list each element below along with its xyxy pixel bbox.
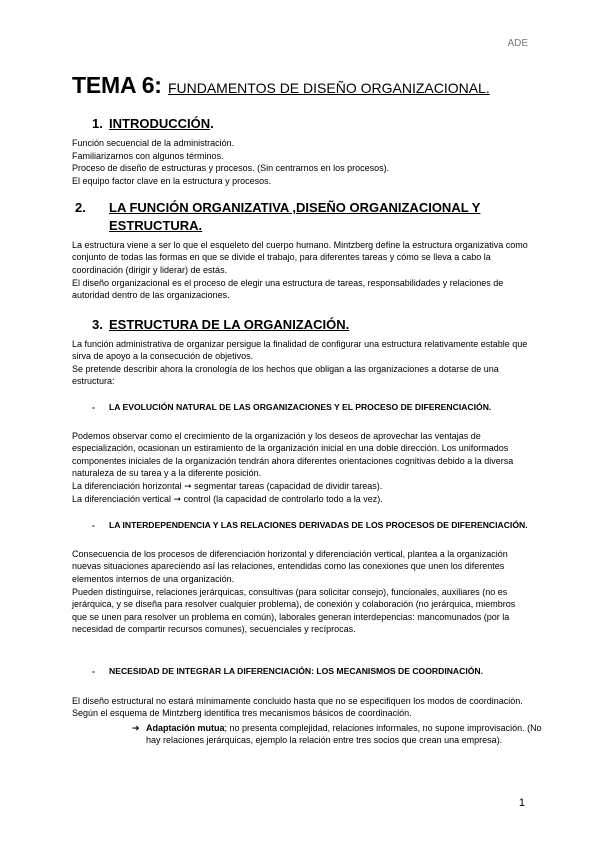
paragraph: Función secuencial de la administración. xyxy=(72,138,235,148)
page-header: ADE xyxy=(507,38,528,49)
paragraph: Proceso de diseño de estructuras y procesos. (Sin centrarnos en los procesos). xyxy=(72,163,390,173)
bullet-term: Adaptación mutua xyxy=(146,723,225,733)
paragraph: La diferenciación horizontal ➞ segmentar tareas (capacidad de dividir tareas). xyxy=(72,481,383,491)
arrow-icon: ➔ xyxy=(132,723,140,733)
paragraph: La función administrativa de organizar persigue la finalidad de configurar una estructura relativamente estable que sirva de apoyo a la consecución de objetivos. xyxy=(72,339,528,362)
section-2-heading: 2. LA FUNCIÓN ORGANIZATIVA ,DISEÑO ORGANIZACIONAL Y ESTRUCTURA. xyxy=(75,200,481,233)
page-title xyxy=(72,72,542,99)
paragraph: La diferenciación vertical ➞ control (la capacidad de controlarlo todo a la vez). xyxy=(72,493,383,504)
title-subtitle: FUNDAMENTOS DE DISEÑO ORGANIZACIONAL. xyxy=(167,80,490,96)
paragraph: Pueden distinguirse, relaciones jerárquicas, consultivas (para solicitar consejo), funcionales, auxiliares (no es jerárquica, y se diseña para resolver cualquier problema), de conexión y colaboración (no jerárquica, miembros que se unen para resolver un problema en común), laborales generan interdepencias: mancomunados (por la necesidad de compartir recursos comunes), secuenciales y recíprocas. xyxy=(72,587,516,635)
paragraph: La estructura viene a ser lo que el esqueleto del cuerpo humano. Mintzberg define la estructura organizativa como conjunto de todas las formas en que se divide el trabajo, para diferentes tareas y cómo se lleva a cabo la coordinación (dirigir y liderar) de estás. xyxy=(72,240,528,275)
section-2-title: LA FUNCIÓN ORGANIZATIVA ,DISEÑO ORGANIZACIONAL Y ESTRUCTURA. xyxy=(109,200,481,233)
paragraph: El diseño estructural no estará mínimamente concluido hasta que no se especifiquen los modos de coordinación. Según el esquema de Mintzberg identifica tres mecanismos básicos de coordinación. xyxy=(72,696,523,719)
list-item: ➔ Adaptación mutua; no presenta complejidad, relaciones informales, no supone improvisación. (No hay relaciones jerárquicas, ejemplo la relación entre tres socios que crean una empresa). xyxy=(132,723,542,746)
paragraph: El diseño organizacional es el proceso de elegir una estructura de tareas, responsabilidades y relaciones de autoridad dentro de las organizaciones. xyxy=(72,277,504,300)
paragraph: Familiarizarnos con algunos términos. xyxy=(72,150,224,161)
page-number: 1 xyxy=(518,797,525,809)
subsection-heading: - NECESIDAD DE INTEGRAR LA DIFERENCIACIÓN: LOS MECANISMOS DE COORDINACIÓN. xyxy=(92,666,483,676)
section-3-heading: 3. ESTRUCTURA DE LA ORGANIZACIÓN. xyxy=(92,317,350,332)
subsection-heading: - LA EVOLUCIÓN NATURAL DE LAS ORGANIZACIONES Y EL PROCESO DE DIFERENCIACIÓN. xyxy=(92,402,492,412)
paragraph: El equipo factor clave en la estructura y procesos. xyxy=(72,175,272,186)
paragraph: Consecuencia de los procesos de diferenciación horizontal y diferenciación vertical, plantea a la organización nuevas situaciones apareciendo así las relaciones, entendidas como las conexiones que unen los diferentes elementos internos de una organización. xyxy=(72,549,508,584)
section-3-title: ESTRUCTURA DE LA ORGANIZACIÓN. xyxy=(109,317,350,332)
subsection-heading: - LA INTERDEPENDENCIA Y LAS RELACIONES DERIVADAS DE LOS PROCESOS DE DIFERENCIACIÓN. xyxy=(92,520,528,530)
paragraph: Podemos observar como el crecimiento de la organización y los deseos de aprovechar las ventajas de especialización, ocasionan un estiramiento de la organización inicial en una doble dirección. Los uniformados componentes iniciales de la organización tendrán ahora diferentes orientaciones cognitivas debido a la diversa naturaleza de su tarea y a la diferente posición. xyxy=(72,431,514,479)
paragraph: Se pretende describir ahora la cronología de los hechos que obligan a las organizaciones a dotarse de una estructura: xyxy=(72,364,499,387)
section-1-title: INTRODUCCIÓN xyxy=(109,116,211,131)
title-main: TEMA 6: xyxy=(72,72,162,98)
section-1-heading: 1. INTRODUCCIÓN. xyxy=(92,116,214,131)
